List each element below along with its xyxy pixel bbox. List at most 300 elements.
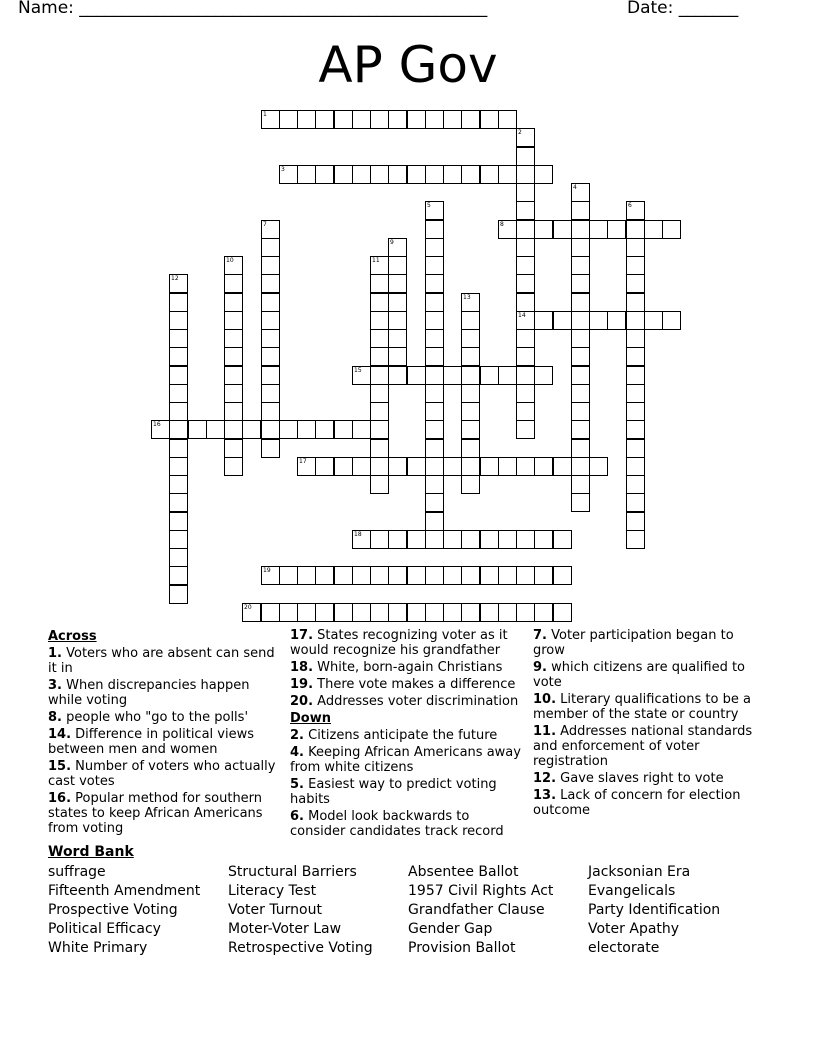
- word-bank-item: Fifteenth Amendment: [48, 883, 201, 899]
- grid-cell[interactable]: [516, 329, 535, 348]
- grid-cell[interactable]: [626, 512, 645, 531]
- grid-cell[interactable]: [352, 165, 371, 184]
- grid-cell[interactable]: [626, 329, 645, 348]
- grid-cell[interactable]: [644, 311, 663, 330]
- grid-cell[interactable]: [352, 566, 371, 585]
- grid-cell[interactable]: [626, 530, 645, 549]
- grid-cell[interactable]: [334, 165, 353, 184]
- grid-cell[interactable]: [169, 402, 188, 421]
- grid-cell[interactable]: [498, 110, 517, 129]
- grid-cell[interactable]: [224, 311, 243, 330]
- grid-cell[interactable]: [261, 402, 280, 421]
- word-bank-item: Political Efficacy: [48, 921, 161, 937]
- clue-item-number: 20.: [290, 694, 314, 709]
- grid-cell[interactable]: [279, 165, 298, 184]
- grid-cell[interactable]: [388, 274, 407, 293]
- grid-cell[interactable]: [370, 603, 389, 622]
- grid-cell[interactable]: [224, 347, 243, 366]
- grid-cell[interactable]: [571, 201, 590, 220]
- grid-cell[interactable]: [498, 220, 517, 239]
- grid-cell[interactable]: [461, 402, 480, 421]
- grid-cell[interactable]: [626, 347, 645, 366]
- grid-cell[interactable]: [388, 293, 407, 312]
- clue-item: [290, 677, 522, 692]
- grid-cell[interactable]: [498, 165, 517, 184]
- word-bank-item: Voter Turnout: [228, 902, 322, 918]
- name-line[interactable]: Name: ________________________________________________: [18, 0, 488, 18]
- grid-cell[interactable]: [224, 420, 243, 439]
- word-bank: [48, 844, 788, 957]
- clue-number: 3: [281, 166, 285, 173]
- grid-cell[interactable]: [516, 530, 535, 549]
- grid-cell[interactable]: [626, 402, 645, 421]
- grid-cell[interactable]: [279, 110, 298, 129]
- grid-cell[interactable]: [425, 201, 444, 220]
- grid-cell[interactable]: [224, 402, 243, 421]
- grid-cell[interactable]: [425, 311, 444, 330]
- grid-cell[interactable]: [461, 439, 480, 458]
- clue-item-text: people who "go to the polls': [61, 710, 249, 725]
- grid-cell[interactable]: [516, 347, 535, 366]
- grid-cell[interactable]: [407, 457, 426, 476]
- grid-cell[interactable]: [461, 384, 480, 403]
- grid-cell[interactable]: [626, 311, 645, 330]
- grid-cell[interactable]: [571, 220, 590, 239]
- grid-cell[interactable]: [461, 110, 480, 129]
- grid-cell[interactable]: [370, 530, 389, 549]
- clue-item: [48, 710, 280, 725]
- grid-cell[interactable]: [425, 530, 444, 549]
- grid-cell[interactable]: [425, 238, 444, 257]
- clue-number: 11: [372, 257, 380, 264]
- clue-item: [290, 694, 522, 709]
- grid-cell[interactable]: [516, 311, 535, 330]
- grid-cell[interactable]: [516, 274, 535, 293]
- grid-cell[interactable]: [169, 329, 188, 348]
- grid-cell[interactable]: [571, 347, 590, 366]
- grid-cell[interactable]: [407, 165, 426, 184]
- grid-cell[interactable]: [480, 457, 499, 476]
- grid-cell[interactable]: [516, 165, 535, 184]
- grid-cell[interactable]: [370, 256, 389, 275]
- grid-cell[interactable]: [516, 384, 535, 403]
- grid-cell[interactable]: [370, 329, 389, 348]
- grid-cell[interactable]: [425, 439, 444, 458]
- grid-cell[interactable]: [553, 457, 572, 476]
- grid-cell[interactable]: [571, 183, 590, 202]
- grid-cell[interactable]: [388, 311, 407, 330]
- grid-cell[interactable]: [297, 457, 316, 476]
- grid-cell[interactable]: [352, 457, 371, 476]
- grid-cell[interactable]: [626, 274, 645, 293]
- clue-item: [533, 628, 765, 658]
- grid-cell[interactable]: [370, 274, 389, 293]
- grid-cell[interactable]: [370, 402, 389, 421]
- grid-cell[interactable]: [279, 603, 298, 622]
- grid-cell[interactable]: [516, 293, 535, 312]
- grid-cell[interactable]: [461, 311, 480, 330]
- grid-cell[interactable]: [498, 366, 517, 385]
- grid-cell[interactable]: [589, 220, 608, 239]
- grid-cell[interactable]: [516, 457, 535, 476]
- grid-cell[interactable]: [425, 347, 444, 366]
- grid-cell[interactable]: [571, 293, 590, 312]
- grid-cell[interactable]: [407, 603, 426, 622]
- grid-cell[interactable]: [571, 420, 590, 439]
- grid-cell[interactable]: [169, 420, 188, 439]
- grid-cell[interactable]: [626, 420, 645, 439]
- grid-cell[interactable]: [425, 512, 444, 531]
- grid-cell[interactable]: [261, 329, 280, 348]
- grid-cell[interactable]: [315, 165, 334, 184]
- word-bank-item: electorate: [588, 940, 660, 956]
- grid-cell[interactable]: [626, 384, 645, 403]
- grid-cell[interactable]: [279, 566, 298, 585]
- grid-cell[interactable]: [370, 293, 389, 312]
- grid-cell[interactable]: [388, 165, 407, 184]
- grid-cell[interactable]: [571, 475, 590, 494]
- grid-cell[interactable]: [461, 530, 480, 549]
- clue-number: 7: [263, 221, 267, 228]
- grid-cell[interactable]: [224, 457, 243, 476]
- grid-cell[interactable]: [480, 165, 499, 184]
- grid-cell[interactable]: [334, 457, 353, 476]
- grid-cell[interactable]: [224, 293, 243, 312]
- grid-cell[interactable]: [425, 366, 444, 385]
- grid-cell[interactable]: [553, 566, 572, 585]
- grid-cell[interactable]: [425, 402, 444, 421]
- grid-cell[interactable]: [534, 311, 553, 330]
- grid-cell[interactable]: [279, 420, 298, 439]
- grid-cell[interactable]: [553, 530, 572, 549]
- clue-item: [290, 728, 522, 743]
- grid-cell[interactable]: [425, 329, 444, 348]
- clue-item-number: 18.: [290, 660, 314, 675]
- grid-cell[interactable]: [334, 110, 353, 129]
- grid-cell[interactable]: [534, 165, 553, 184]
- clue-number: 9: [390, 239, 394, 246]
- grid-cell[interactable]: [407, 366, 426, 385]
- grid-cell[interactable]: [480, 530, 499, 549]
- grid-cell[interactable]: [534, 366, 553, 385]
- grid-cell[interactable]: [626, 493, 645, 512]
- grid-cell[interactable]: [516, 420, 535, 439]
- grid-cell[interactable]: [553, 603, 572, 622]
- grid-cell[interactable]: [169, 475, 188, 494]
- grid-cell[interactable]: [370, 384, 389, 403]
- grid-cell[interactable]: [626, 439, 645, 458]
- grid-cell[interactable]: [461, 165, 480, 184]
- grid-cell[interactable]: [516, 402, 535, 421]
- grid-cell[interactable]: [571, 439, 590, 458]
- grid-cell[interactable]: [461, 457, 480, 476]
- grid-cell[interactable]: [443, 566, 462, 585]
- grid-cell[interactable]: [224, 366, 243, 385]
- grid-cell[interactable]: [261, 366, 280, 385]
- grid-cell[interactable]: [571, 256, 590, 275]
- date-line[interactable]: Date: _______: [627, 0, 739, 18]
- grid-cell[interactable]: [425, 420, 444, 439]
- grid-cell[interactable]: [224, 384, 243, 403]
- grid-cell[interactable]: [662, 220, 681, 239]
- grid-cell[interactable]: [297, 420, 316, 439]
- clue-number: 19: [263, 567, 271, 574]
- grid-cell[interactable]: [169, 439, 188, 458]
- grid-cell[interactable]: [261, 293, 280, 312]
- grid-cell[interactable]: [261, 347, 280, 366]
- grid-cell[interactable]: [461, 293, 480, 312]
- grid-cell[interactable]: [242, 420, 261, 439]
- clue-item-number: 19.: [290, 677, 314, 692]
- grid-cell[interactable]: [626, 457, 645, 476]
- grid-cell[interactable]: [315, 110, 334, 129]
- grid-cell[interactable]: [607, 220, 626, 239]
- grid-cell[interactable]: [480, 366, 499, 385]
- grid-cell[interactable]: [206, 420, 225, 439]
- grid-cell[interactable]: [443, 165, 462, 184]
- grid-cell[interactable]: [571, 402, 590, 421]
- grid-cell[interactable]: [516, 183, 535, 202]
- grid-cell[interactable]: [589, 311, 608, 330]
- grid-cell[interactable]: [388, 347, 407, 366]
- grid-cell[interactable]: [407, 110, 426, 129]
- grid-cell[interactable]: [498, 530, 517, 549]
- grid-cell[interactable]: [425, 384, 444, 403]
- grid-cell[interactable]: [516, 256, 535, 275]
- grid-cell[interactable]: [425, 493, 444, 512]
- grid-cell[interactable]: [334, 603, 353, 622]
- grid-cell[interactable]: [589, 457, 608, 476]
- grid-cell[interactable]: [480, 603, 499, 622]
- grid-cell[interactable]: [169, 548, 188, 567]
- clues-column-2: [290, 628, 522, 841]
- grid-cell[interactable]: [443, 110, 462, 129]
- grid-cell[interactable]: [461, 366, 480, 385]
- grid-cell[interactable]: [388, 457, 407, 476]
- grid-cell[interactable]: [261, 256, 280, 275]
- grid-cell[interactable]: [370, 366, 389, 385]
- grid-cell[interactable]: [370, 347, 389, 366]
- clue-item-number: 14.: [48, 727, 72, 742]
- grid-cell[interactable]: [388, 566, 407, 585]
- grid-cell[interactable]: [461, 603, 480, 622]
- grid-cell[interactable]: [334, 566, 353, 585]
- word-bank-item: Voter Apathy: [588, 921, 680, 937]
- grid-cell[interactable]: [516, 366, 535, 385]
- grid-cell[interactable]: [571, 274, 590, 293]
- grid-cell[interactable]: [626, 293, 645, 312]
- grid-cell[interactable]: [261, 110, 280, 129]
- grid-cell[interactable]: [169, 566, 188, 585]
- grid-cell[interactable]: [388, 238, 407, 257]
- grid-cell[interactable]: [169, 457, 188, 476]
- grid-cell[interactable]: [425, 220, 444, 239]
- grid-cell[interactable]: [571, 493, 590, 512]
- grid-cell[interactable]: [188, 420, 207, 439]
- clue-item-number: 6.: [290, 809, 304, 824]
- grid-cell[interactable]: [443, 603, 462, 622]
- grid-cell[interactable]: [571, 366, 590, 385]
- grid-cell[interactable]: [261, 220, 280, 239]
- grid-cell[interactable]: [169, 347, 188, 366]
- grid-cell[interactable]: [443, 457, 462, 476]
- grid-cell[interactable]: [370, 420, 389, 439]
- grid-cell[interactable]: [626, 220, 645, 239]
- grid-cell[interactable]: [388, 329, 407, 348]
- grid-cell[interactable]: [644, 220, 663, 239]
- grid-cell[interactable]: [169, 493, 188, 512]
- grid-cell[interactable]: [352, 366, 371, 385]
- grid-cell[interactable]: [151, 420, 170, 439]
- grid-cell[interactable]: [169, 293, 188, 312]
- grid-cell[interactable]: [425, 274, 444, 293]
- clue-item-number: 11.: [533, 724, 557, 739]
- grid-cell[interactable]: [224, 256, 243, 275]
- grid-cell[interactable]: [169, 585, 188, 604]
- grid-cell[interactable]: [388, 366, 407, 385]
- grid-cell[interactable]: [407, 530, 426, 549]
- grid-cell[interactable]: [425, 457, 444, 476]
- clue-number: 4: [573, 184, 577, 191]
- grid-cell[interactable]: [662, 311, 681, 330]
- clue-item-number: 10.: [533, 692, 557, 707]
- grid-cell[interactable]: [425, 256, 444, 275]
- grid-cell[interactable]: [425, 603, 444, 622]
- grid-cell[interactable]: [224, 439, 243, 458]
- grid-cell[interactable]: [297, 110, 316, 129]
- grid-cell[interactable]: [370, 110, 389, 129]
- grid-cell[interactable]: [261, 238, 280, 257]
- grid-cell[interactable]: [534, 603, 553, 622]
- clue-item: [533, 788, 765, 818]
- grid-cell[interactable]: [425, 165, 444, 184]
- grid-cell[interactable]: [571, 238, 590, 257]
- grid-cell[interactable]: [534, 457, 553, 476]
- grid-cell[interactable]: [461, 420, 480, 439]
- grid-cell[interactable]: [261, 384, 280, 403]
- grid-cell[interactable]: [498, 603, 517, 622]
- grid-cell[interactable]: [297, 603, 316, 622]
- grid-cell[interactable]: [425, 293, 444, 312]
- grid-cell[interactable]: [571, 384, 590, 403]
- grid-cell[interactable]: [297, 165, 316, 184]
- grid-cell[interactable]: [425, 110, 444, 129]
- grid-cell[interactable]: [370, 457, 389, 476]
- grid-cell[interactable]: [571, 457, 590, 476]
- grid-cell[interactable]: [261, 274, 280, 293]
- grid-cell[interactable]: [169, 384, 188, 403]
- grid-cell[interactable]: [534, 530, 553, 549]
- grid-cell[interactable]: [315, 566, 334, 585]
- grid-cell[interactable]: [407, 566, 426, 585]
- grid-cell[interactable]: [224, 329, 243, 348]
- grid-cell[interactable]: [626, 256, 645, 275]
- grid-cell[interactable]: [169, 311, 188, 330]
- grid-cell[interactable]: [516, 238, 535, 257]
- clue-item-number: 2.: [290, 728, 304, 743]
- grid-cell[interactable]: [480, 566, 499, 585]
- grid-cell[interactable]: [370, 439, 389, 458]
- grid-cell[interactable]: [626, 238, 645, 257]
- clue-number: 2: [518, 129, 522, 136]
- grid-cell[interactable]: [261, 603, 280, 622]
- grid-cell[interactable]: [461, 566, 480, 585]
- grid-cell[interactable]: [571, 311, 590, 330]
- grid-cell[interactable]: [334, 420, 353, 439]
- grid-cell[interactable]: [516, 147, 535, 166]
- grid-cell[interactable]: [516, 128, 535, 147]
- grid-cell[interactable]: [169, 512, 188, 531]
- grid-cell[interactable]: [553, 311, 572, 330]
- clue-item: [48, 727, 280, 757]
- grid-cell[interactable]: [443, 530, 462, 549]
- clue-number: 6: [628, 202, 632, 209]
- grid-cell[interactable]: [626, 366, 645, 385]
- grid-cell[interactable]: [461, 475, 480, 494]
- grid-cell[interactable]: [315, 457, 334, 476]
- grid-cell[interactable]: [261, 566, 280, 585]
- grid-cell[interactable]: [626, 201, 645, 220]
- clue-item: [48, 791, 280, 836]
- grid-cell[interactable]: [388, 603, 407, 622]
- grid-cell[interactable]: [242, 603, 261, 622]
- grid-cell[interactable]: [516, 603, 535, 622]
- grid-cell[interactable]: [498, 566, 517, 585]
- grid-cell[interactable]: [425, 475, 444, 494]
- grid-cell[interactable]: [370, 165, 389, 184]
- grid-cell[interactable]: [553, 220, 572, 239]
- grid-cell[interactable]: [370, 311, 389, 330]
- clue-item-number: 3.: [48, 678, 62, 693]
- grid-cell[interactable]: [352, 530, 371, 549]
- grid-cell[interactable]: [261, 420, 280, 439]
- grid-cell[interactable]: [425, 566, 444, 585]
- grid-cell[interactable]: [352, 110, 371, 129]
- grid-cell[interactable]: [315, 420, 334, 439]
- grid-cell[interactable]: [534, 220, 553, 239]
- grid-cell[interactable]: [297, 566, 316, 585]
- grid-cell[interactable]: [461, 329, 480, 348]
- word-bank-item: Provision Ballot: [408, 940, 516, 956]
- grid-cell[interactable]: [607, 311, 626, 330]
- grid-cell[interactable]: [516, 220, 535, 239]
- grid-cell[interactable]: [352, 420, 371, 439]
- grid-cell[interactable]: [169, 530, 188, 549]
- word-bank-item: White Primary: [48, 940, 148, 956]
- grid-cell[interactable]: [388, 256, 407, 275]
- grid-cell[interactable]: [571, 329, 590, 348]
- grid-cell[interactable]: [388, 530, 407, 549]
- grid-cell[interactable]: [516, 201, 535, 220]
- grid-cell[interactable]: [626, 475, 645, 494]
- grid-cell[interactable]: [388, 110, 407, 129]
- grid-cell[interactable]: [370, 566, 389, 585]
- grid-cell[interactable]: [169, 366, 188, 385]
- grid-cell[interactable]: [498, 457, 517, 476]
- grid-cell[interactable]: [461, 347, 480, 366]
- grid-cell[interactable]: [352, 603, 371, 622]
- grid-cell[interactable]: [370, 475, 389, 494]
- grid-cell[interactable]: [534, 566, 553, 585]
- grid-cell[interactable]: [224, 274, 243, 293]
- grid-cell[interactable]: [169, 274, 188, 293]
- grid-cell[interactable]: [516, 566, 535, 585]
- grid-cell[interactable]: [315, 603, 334, 622]
- grid-cell[interactable]: [261, 439, 280, 458]
- grid-cell[interactable]: [443, 366, 462, 385]
- grid-cell[interactable]: [261, 311, 280, 330]
- grid-cell[interactable]: [480, 110, 499, 129]
